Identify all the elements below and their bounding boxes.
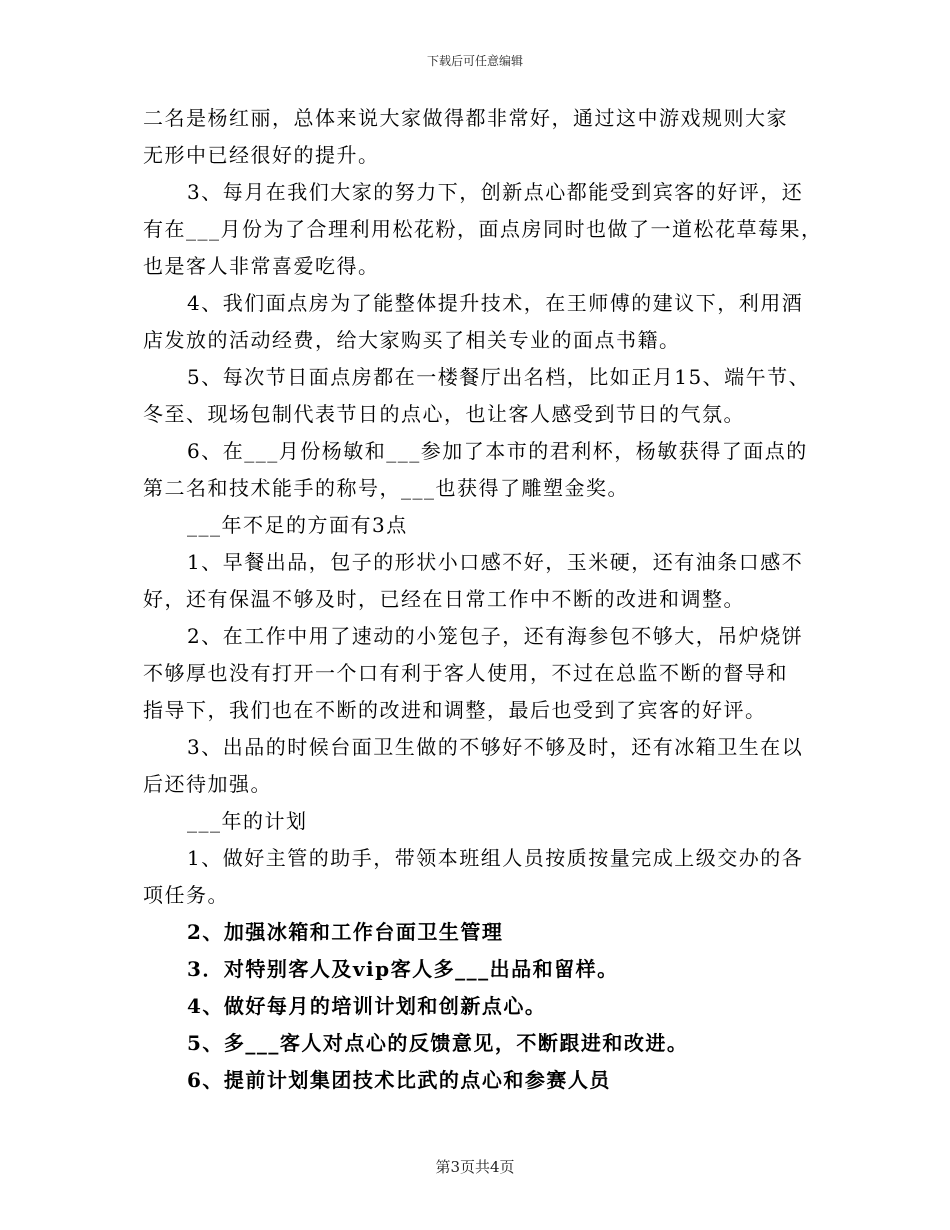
paragraph-line: 4、我们面点房为了能整体提升技术，在王师傅的建议下，利用酒 bbox=[187, 291, 804, 315]
paragraph-line: 店发放的活动经费，给大家购买了相关专业的面点书籍。 bbox=[143, 328, 681, 352]
paragraph-line: 第二名和技术能手的称号，___也获得了雕塑金奖。 bbox=[143, 476, 629, 500]
paragraph-line: 1、做好主管的助手，带领本班组人员按质按量完成上级交办的各 bbox=[187, 846, 804, 870]
paragraph-line: 也是客人非常喜爱吃得。 bbox=[143, 254, 380, 278]
plan-item: 6、提前计划集团技术比武的点心和参赛人员 bbox=[187, 1068, 611, 1092]
section-heading: ___年不足的方面有3点 bbox=[187, 513, 408, 537]
plan-item: 2、加强冰箱和工作台面卫生管理 bbox=[187, 920, 504, 944]
plan-item: 4、做好每月的培训计划和创新点心。 bbox=[187, 994, 547, 1018]
paragraph-line: 后还待加强。 bbox=[143, 772, 272, 796]
paragraph-line: 好，还有保温不够及时，已经在日常工作中不断的改进和调整。 bbox=[143, 587, 745, 611]
paragraph-line: 有在___月份为了合理利用松花粉，面点房同时也做了一道松花草莓果， bbox=[143, 217, 823, 241]
paragraph-line: 不够厚也没有打开一个口有利于客人使用，不过在总监不断的督导和 bbox=[143, 661, 788, 685]
paragraph-line: 二名是杨红丽，总体来说大家做得都非常好，通过这中游戏规则大家 bbox=[143, 106, 788, 130]
paragraph-line: 2、在工作中用了速动的小笼包子，还有海参包不够大，吊炉烧饼 bbox=[187, 624, 804, 648]
paragraph-line: 指导下，我们也在不断的改进和调整，最后也受到了宾客的好评。 bbox=[143, 698, 767, 722]
page-footer: 第3页共4页 bbox=[435, 1158, 515, 1176]
section-heading: ___年的计划 bbox=[187, 809, 308, 833]
paragraph-line: 冬至、现场包制代表节日的点心，也让客人感受到节日的气氛。 bbox=[143, 402, 745, 426]
document-body bbox=[143, 100, 823, 1099]
paragraph-line: 6、在___月份杨敏和___参加了本市的君利杯，杨敏获得了面点的 bbox=[187, 439, 808, 463]
paragraph-line: 项任务。 bbox=[143, 883, 229, 907]
plan-item: 5、多___客人对点心的反馈意见，不断跟进和改进。 bbox=[187, 1031, 689, 1055]
paragraph-line: 3、每月在我们大家的努力下，创新点心都能受到宾客的好评，还 bbox=[187, 180, 804, 204]
paragraph-line: 1、早餐出品，包子的形状小口感不好，玉米硬，还有油条口感不 bbox=[187, 550, 804, 574]
plan-item: 3．对特别客人及vip客人多___出品和留样。 bbox=[187, 957, 619, 981]
paragraph-line: 无形中已经很好的提升。 bbox=[143, 143, 380, 167]
paragraph-line: 5、每次节日面点房都在一楼餐厅出名档，比如正月15、端午节、 bbox=[187, 365, 811, 389]
paragraph-line: 3、出品的时候台面卫生做的不够好不够及时，还有冰箱卫生在以 bbox=[187, 735, 804, 759]
page-header: 下载后可任意编辑 bbox=[426, 54, 523, 68]
